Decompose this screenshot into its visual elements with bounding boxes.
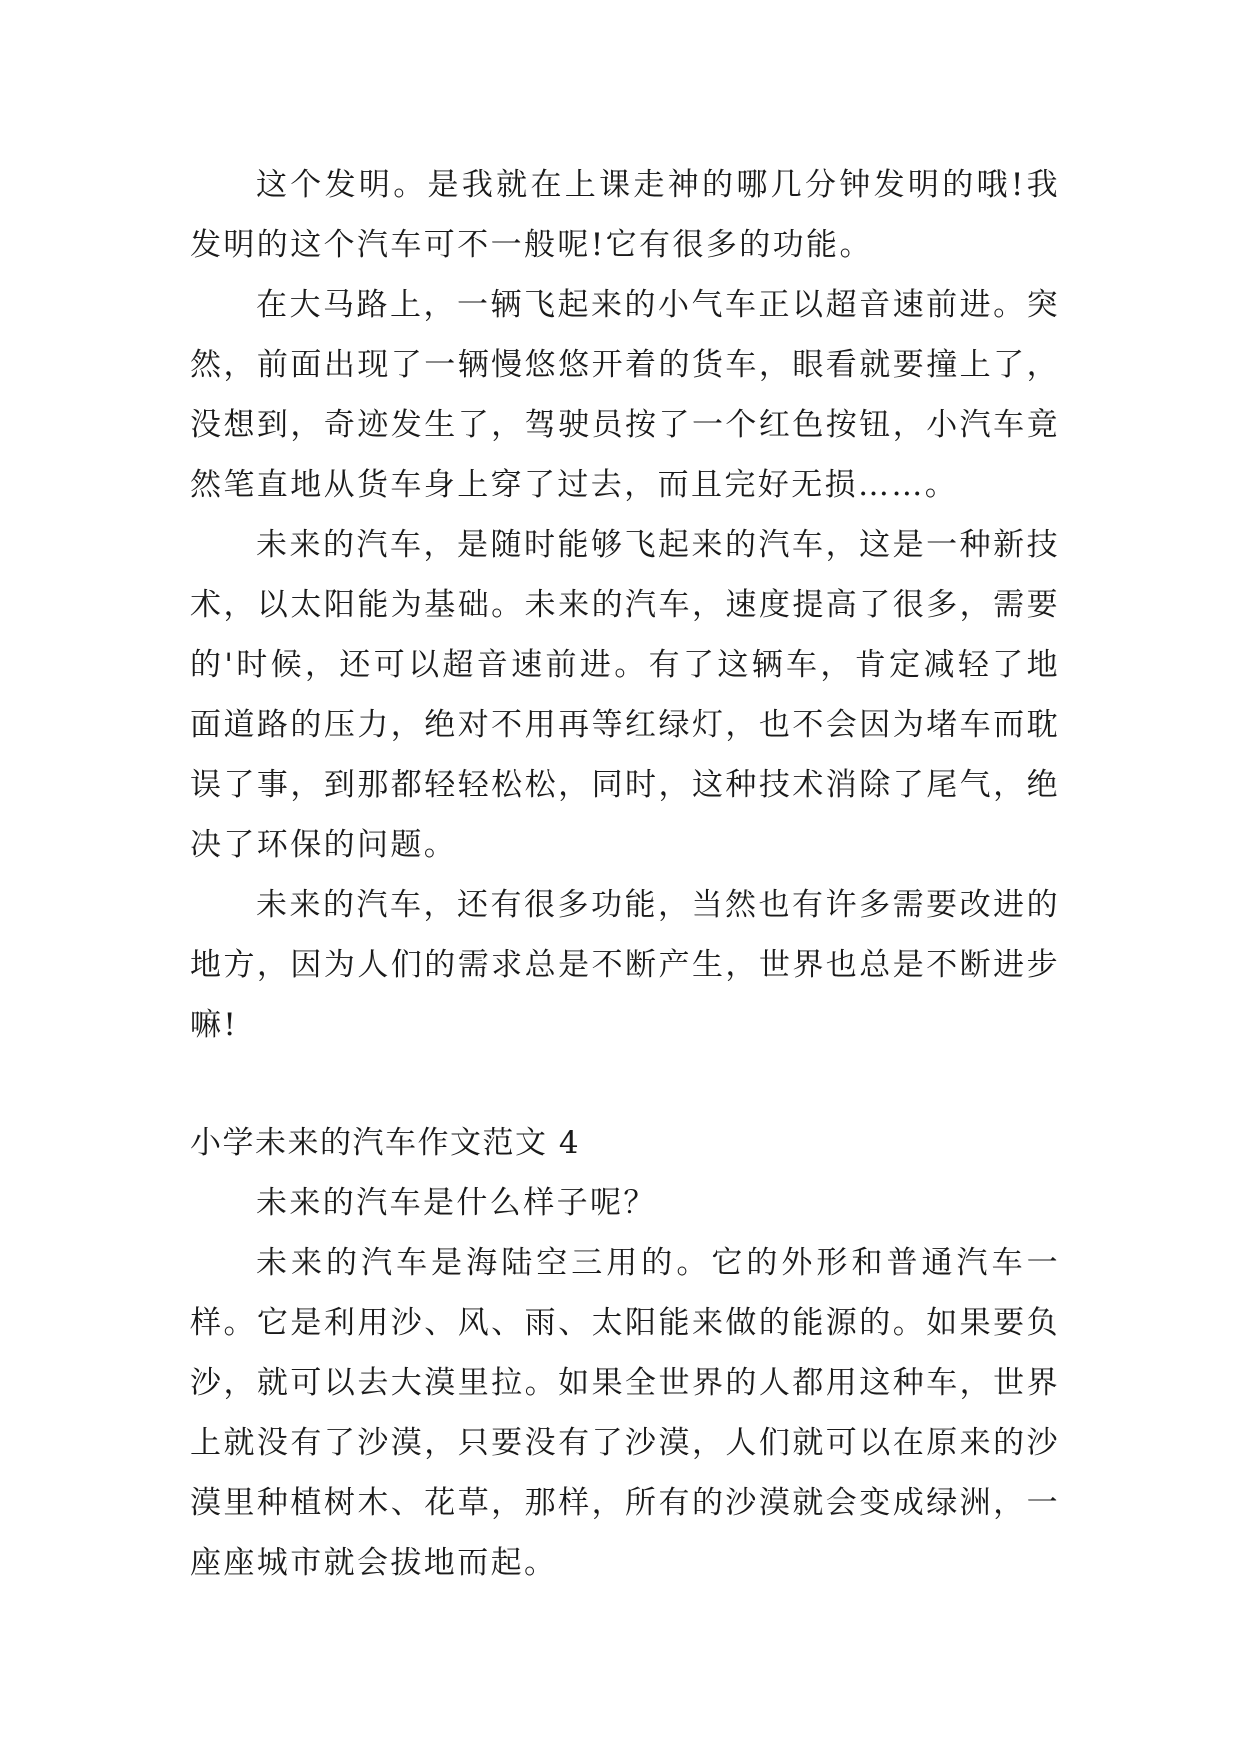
paragraph-invention: 这个发明。是我就在上课走神的哪几分钟发明的哦!我发明的这个汽车可不一般呢!它有很多的功能。 xyxy=(190,167,1060,263)
paragraph-future-car-closing: 未来的汽车，还有很多功能，当然也有许多需要改进的地方，因为人们的需求总是不断产生，世界也总是不断进步嘛! xyxy=(190,887,1060,1043)
paragraph-future-car-tech: 未来的汽车，是随时能够飞起来的汽车，这是一种新技术，以太阳能为基础。未来的汽车，速度提高了很多，需要的'时候，还可以超音速前进。有了这辆车，肯定减轻了地面道路的压力，绝对不用再等红绿灯，也不会因为堵车而耽误了事，到那都轻轻松松，同时，这种技术消除了尾气，绝决了环保的问题。 xyxy=(190,527,1060,863)
paragraph-question: 未来的汽车是什么样子呢？ xyxy=(256,1185,657,1221)
paragraph-flying-car-story: 在大马路上，一辆飞起来的小气车正以超音速前进。突然，前面出现了一辆慢悠悠开着的货车，眼看就要撞上了，没想到，奇迹发生了，驾驶员按了一个红色按钮，小汽车竟然笔直地从货车身上穿了过去，而且完好无损……。 xyxy=(190,287,1060,503)
section-heading: 小学未来的汽车作文范文 4 xyxy=(190,1125,581,1161)
document-page xyxy=(190,155,1060,1593)
section-spacer xyxy=(190,1055,1060,1113)
paragraph-sea-land-air-car: 未来的汽车是海陆空三用的。它的外形和普通汽车一样。它是利用沙、风、雨、太阳能来做的能源的。如果要负沙，就可以去大漠里拉。如果全世界的人都用这种车，世界上就没有了沙漠，只要没有了沙漠，人们就可以在原来的沙漠里种植树木、花草，那样，所有的沙漠就会变成绿洲，一座座城市就会拔地而起。 xyxy=(190,1245,1060,1581)
